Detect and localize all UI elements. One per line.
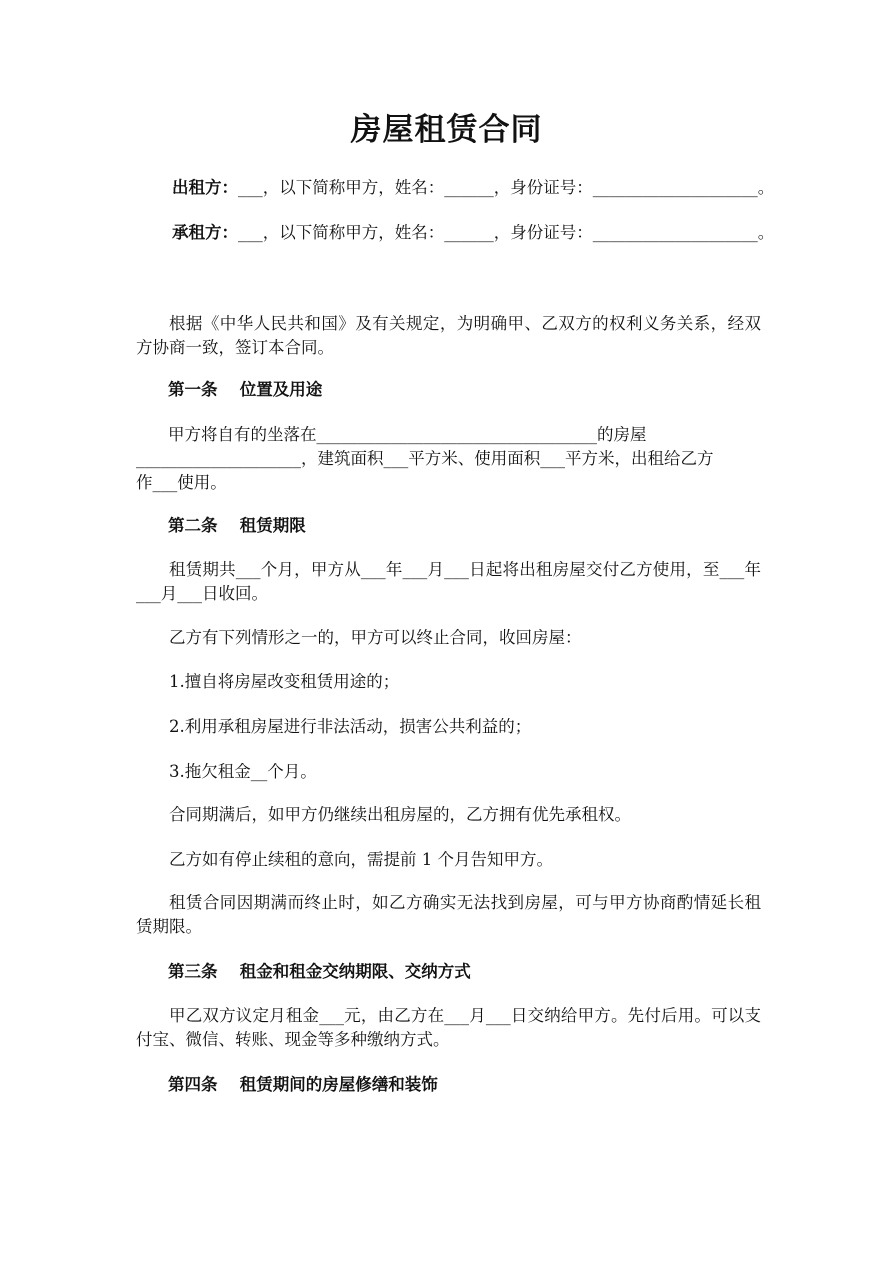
article-3-heading: 第三条 租金和租金交纳期限、交纳方式 (168, 962, 471, 981)
article-2-item-1: 1.擅自将房屋改变租赁用途的； (169, 672, 400, 691)
lessee-label: 承租方： (172, 223, 238, 242)
article-2-heading: 第二条 租赁期限 (168, 516, 306, 535)
lessor-text: ___，以下简称甲方，姓名：______，身份证号：____________________。 (238, 178, 775, 197)
article-2-item-3: 3.拖欠租金__个月。 (169, 762, 317, 781)
article-4-heading: 第四条 租赁期间的房屋修缮和装饰 (168, 1075, 438, 1094)
article-1-line-1: 甲方将自有的坐落在__________________________________的房屋 (168, 425, 647, 444)
article-2-term: 租赁期共___个月，甲方从___年___月___日起将出租房屋交付乙方使用，至___年___月___日收回。 (136, 560, 761, 603)
article-2-renewal-priority: 合同期满后，如甲方仍继续出租房屋的，乙方拥有优先承租权。 (169, 805, 631, 824)
article-1-line-2: ____________________，建筑面积___平方米、使用面积___平方米，出租给乙方 (136, 449, 714, 468)
lessor-label: 出租方： (172, 178, 238, 197)
lessor-line (172, 176, 775, 200)
article-2-termination-intro: 乙方有下列情形之一的，甲方可以终止合同，收回房屋： (169, 628, 582, 647)
article-2-item-2: 2.利用承租房屋进行非法活动，损害公共利益的； (169, 717, 532, 736)
lessee-line (172, 221, 775, 245)
article-2-extension: 租赁合同因期满而终止时，如乙方确实无法找到房屋，可与甲方协商酌情延长租赁期限。 (136, 893, 761, 936)
article-1-heading: 第一条 位置及用途 (168, 380, 323, 399)
article-1-line-3: 作___使用。 (136, 473, 227, 492)
document-title: 房屋租赁合同 (350, 112, 543, 148)
preamble-paragraph: 根据《中华人民共和国》及有关规定，为明确甲、乙双方的权利义务关系，经双方协商一致，签订本合同。 (136, 314, 761, 357)
lessee-text: ___，以下简称甲方，姓名：______，身份证号：____________________。 (238, 223, 775, 242)
article-3-text: 甲乙双方议定月租金___元，由乙方在___月___日交纳给甲方。先付后用。可以支付宝、微信、转账、现金等多种缴纳方式。 (136, 1006, 761, 1049)
article-2-notice: 乙方如有停止续租的意向，需提前 1 个月告知甲方。 (169, 850, 553, 869)
